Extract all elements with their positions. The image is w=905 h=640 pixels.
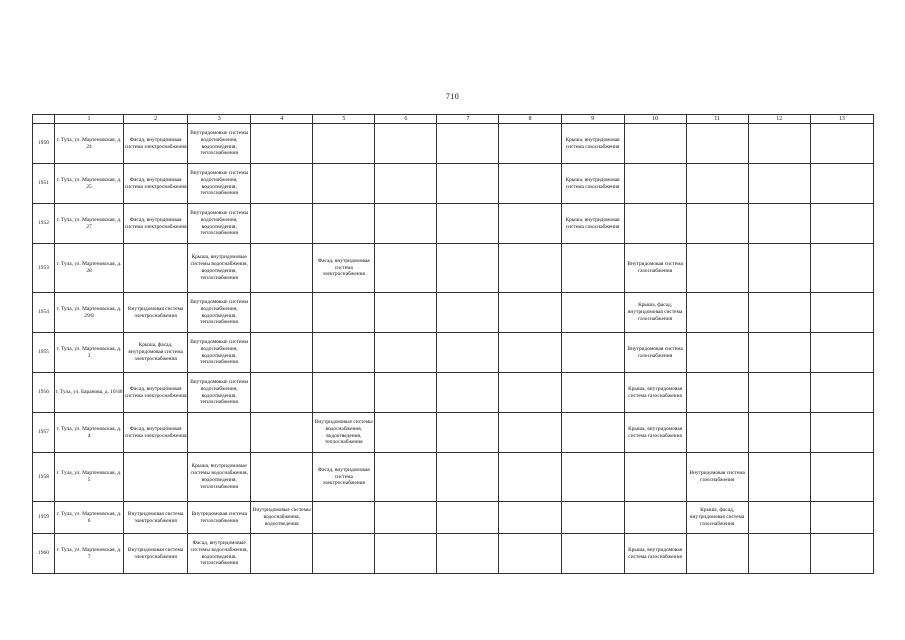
work-cell [375,244,437,293]
row-number-cell: 1960 [33,534,55,574]
capital-repair-table [32,114,874,574]
work-cell [748,333,810,373]
work-cell: Крыша, внутридомовые системы водоснабжения, водоотведения, теплоснабжения [188,453,251,502]
row-number-cell: 1956 [33,373,55,413]
work-cell: Внутридомовые системы водоснабжения, водоотведения, теплоснабжения [188,333,251,373]
header-cell-blank [33,115,55,124]
work-cell [624,204,686,244]
work-cell [748,293,810,333]
work-cell [437,333,499,373]
work-cell [748,244,810,293]
work-cell [561,373,624,413]
work-cell [251,413,313,453]
work-cell [251,373,313,413]
work-cell [437,502,499,534]
page-number: 710 [445,92,460,101]
work-cell: Внутридомовые системы водоснабжения, водоотведения, теплоснабжения [188,124,251,164]
work-cell [124,453,188,502]
address-cell: г. Тула, ул. Мартеновская, д. 5 [55,453,124,502]
work-cell [313,534,375,574]
work-cell [375,453,437,502]
work-cell [810,373,873,413]
header-cell: 10 [624,115,686,124]
work-cell [437,534,499,574]
work-cell [313,204,375,244]
header-cell: 6 [375,115,437,124]
work-cell [810,164,873,204]
work-cell [624,164,686,204]
row-number-cell: 1952 [33,204,55,244]
work-cell [748,164,810,204]
work-cell [251,453,313,502]
work-cell [499,164,561,204]
work-cell [313,293,375,333]
work-cell [188,413,251,453]
work-cell: Крыша, внутридомовая система газоснабжения [624,534,686,574]
header-cell: 12 [748,115,810,124]
work-cell [686,244,748,293]
work-cell [375,124,437,164]
work-cell [251,534,313,574]
work-cell [437,164,499,204]
work-cell: Внутридомовые системы водоснабжения, водоотведения [251,502,313,534]
work-cell [437,453,499,502]
work-cell [499,453,561,502]
work-cell [251,293,313,333]
work-cell [499,204,561,244]
row-number-cell: 1957 [33,413,55,453]
work-cell [686,293,748,333]
work-cell [748,534,810,574]
work-cell [810,124,873,164]
work-cell: Фасад, внутридомовая система электроснабжения [124,124,188,164]
work-cell: Фасад, внутридомовая система электроснабжения [124,204,188,244]
table-row [33,164,874,204]
work-cell: Внутридомовая система электроснабжения [124,534,188,574]
work-cell: Крыша, внутридомовая система газоснабжения [561,164,624,204]
work-cell [624,502,686,534]
address-cell: г. Тула, ул. Мартеновская, д. 4 [55,413,124,453]
row-number-cell: 1953 [33,244,55,293]
address-cell: г. Тула, ул. Мартеновская, д. 27 [55,204,124,244]
work-cell: Крыша, внутридомовые системы водоснабжения, водоотведения, теплоснабжения [188,244,251,293]
work-cell: Крыша, фасад, внутридомовая система электроснабжения [124,333,188,373]
work-cell [437,413,499,453]
work-cell: Фасад, внутридомовая система электроснабжения [313,244,375,293]
work-cell: Фасад, внутридомовая система электроснабжения [124,164,188,204]
work-cell: Внутридомовые системы водоснабжения, водоотведения, теплоснабжения [188,293,251,333]
work-cell: Крыша, внутридомовая система газоснабжения [561,124,624,164]
work-cell [499,534,561,574]
work-cell [313,333,375,373]
table-row [33,124,874,164]
table-row [33,244,874,293]
header-cell: 11 [686,115,748,124]
work-cell [375,413,437,453]
work-cell [251,164,313,204]
work-cell: Фасад, внутридомовые системы водоснабжения, водоотведения, теплоснабжения [188,534,251,574]
work-cell: Фасад, внутридомовая система электроснабжения [313,453,375,502]
work-cell [437,124,499,164]
work-cell [561,502,624,534]
row-number-cell: 1950 [33,124,55,164]
work-cell [437,373,499,413]
work-cell [499,333,561,373]
work-cell [810,244,873,293]
address-cell: г. Тула, ул. Мартеновская, д. 3 [55,333,124,373]
work-cell [561,534,624,574]
work-cell: Крыша, внутридомовая система газоснабжения [624,373,686,413]
work-cell [499,413,561,453]
address-cell: г. Тула, ул. Баранова, д. 10/40 [55,373,124,413]
header-cell: 7 [437,115,499,124]
work-cell [375,373,437,413]
header-row [33,115,874,124]
work-cell [251,204,313,244]
work-cell [748,413,810,453]
work-cell [499,244,561,293]
work-cell: Крыша, фасад, внутридомовая система газоснабжения [624,293,686,333]
work-cell [375,502,437,534]
work-cell [686,373,748,413]
work-cell: Фасад, внутридомовая система электроснабжения [124,413,188,453]
work-cell: Внутридомовые системы водоснабжения, водоотведения, теплоснабжения [188,164,251,204]
work-cell [561,333,624,373]
work-cell [624,453,686,502]
header-cell: 8 [499,115,561,124]
work-cell [124,244,188,293]
work-cell [251,244,313,293]
row-number-cell: 1958 [33,453,55,502]
work-cell [810,502,873,534]
work-cell [499,124,561,164]
work-cell [313,124,375,164]
work-cell [437,244,499,293]
table-row [33,373,874,413]
work-cell [499,502,561,534]
header-cell: 13 [810,115,873,124]
header-cell: 3 [188,115,251,124]
work-cell [251,333,313,373]
work-cell [810,333,873,373]
work-cell [810,413,873,453]
header-cell: 9 [561,115,624,124]
header-cell: 5 [313,115,375,124]
table-row [33,333,874,373]
address-cell: г. Тула, ул. Мартеновская, д. 25 [55,164,124,204]
work-cell [810,534,873,574]
work-cell: Внутридомовые системы водоснабжения, водоотведения, теплоснабжения [313,413,375,453]
work-cell [748,453,810,502]
work-cell [810,293,873,333]
work-cell [375,204,437,244]
work-cell [499,293,561,333]
header-cell: 1 [55,115,124,124]
work-cell [561,293,624,333]
work-cell [686,413,748,453]
work-cell [251,124,313,164]
work-cell [686,333,748,373]
work-cell [375,534,437,574]
header-cell: 2 [124,115,188,124]
work-cell [624,124,686,164]
row-number-cell: 1951 [33,164,55,204]
work-cell [313,164,375,204]
work-cell: Внутридомовая система газоснабжения [624,244,686,293]
work-cell [686,204,748,244]
table-row [33,413,874,453]
work-cell [561,244,624,293]
row-number-cell: 1959 [33,502,55,534]
work-cell [375,293,437,333]
work-cell [748,124,810,164]
work-cell [313,373,375,413]
address-cell: г. Тула, ул. Мартеновская, д. 24 [55,124,124,164]
address-cell: г. Тула, ул. Мартеновская, д. 28 [55,244,124,293]
address-cell: г. Тула, ул. Мартеновская, д. 6 [55,502,124,534]
work-cell: Фасад, внутридомовая система электроснабжения [124,373,188,413]
table-row [33,204,874,244]
work-cell [375,333,437,373]
work-cell [686,534,748,574]
work-cell [437,293,499,333]
table-row [33,502,874,534]
work-cell: Крыша, внутридомовая система газоснабжения [624,413,686,453]
work-cell: Внутридомовая система электроснабжения [124,293,188,333]
work-cell: Внутридомовая система теплоснабжения [188,502,251,534]
row-number-cell: 1955 [33,333,55,373]
work-cell [748,373,810,413]
table-row [33,293,874,333]
work-cell [561,413,624,453]
work-cell: Внутридомовая система электроснабжения [124,502,188,534]
work-cell [375,164,437,204]
work-cell [561,453,624,502]
header-cell: 4 [251,115,313,124]
work-cell [748,502,810,534]
work-cell [499,373,561,413]
work-cell [748,204,810,244]
address-cell: г. Тула, ул. Мартеновская, д. 7 [55,534,124,574]
work-cell [437,204,499,244]
address-cell: г. Тула, ул. Мартеновская, д. 29/8 [55,293,124,333]
work-cell [686,164,748,204]
row-number-cell: 1954 [33,293,55,333]
work-cell [686,124,748,164]
table-row [33,453,874,502]
work-cell: Внутридомовые системы водоснабжения, водоотведения, теплоснабжения [188,373,251,413]
work-cell [313,502,375,534]
work-cell: Крыша, внутридомовая система газоснабжения [561,204,624,244]
table-row [33,534,874,574]
work-cell [810,204,873,244]
work-cell: Крыша, фасад, внутридомовая система газоснабжения [686,502,748,534]
work-cell: Внутридомовая система газоснабжения [624,333,686,373]
work-cell [810,453,873,502]
work-cell: Внутридомовые системы водоснабжения, водоотведения, теплоснабжения [188,204,251,244]
work-cell: Внутридомовая система газоснабжения [686,453,748,502]
